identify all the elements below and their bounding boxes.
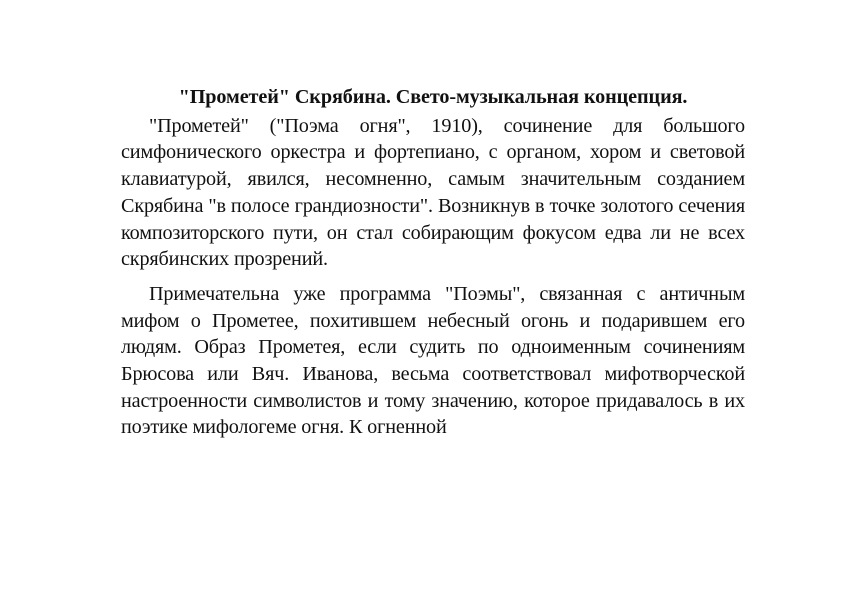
document-body (121, 84, 745, 441)
paragraph-1: "Прометей" ("Поэма огня", 1910), сочинение для большого симфонического оркестра и фортепиано, с органом, хором и световой клавиатурой, явился, несомненно, самым значительным созданием Скрябина "в полосе грандиозности". Возникнув в точке золотого сечения композиторского пути, он стал собирающим фокусом едва ли не всех скрябинских прозрений. (121, 114, 745, 271)
paragraph-2: Примечательна уже программа "Поэмы", связанная с античным мифом о Прометее, похитившем небесный огонь и подарившем его людям. Образ Прометея, если судить по одноименным сочинениям Брюсова или Вяч. Иванова, весьма соответствовал мифотворческой настроенности символистов и тому значению, которое придавалось в их поэтике мифологеме огня. К огненной (121, 282, 745, 439)
document-title: "Прометей" Скрябина. Свето-музыкальная концепция. (178, 86, 688, 108)
